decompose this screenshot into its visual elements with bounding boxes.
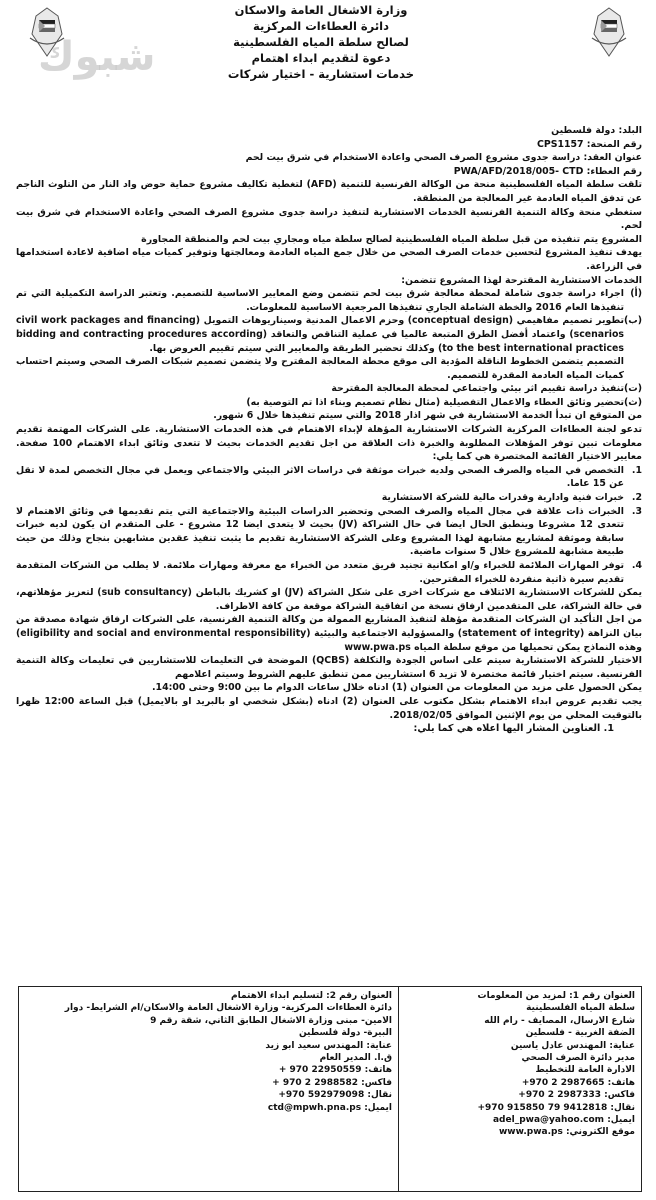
scope-item-number: (ت) — [624, 383, 642, 395]
scope-item — [16, 382, 642, 396]
scope-item — [16, 396, 642, 410]
paragraph: تلقت سلطة المياه الفلسطينية منحة من الوكالة الفرنسية للتنمية (AFD) لتغطية تكاليف مشروع حماية حوض واد النار من التلوث الناجم عن تدفق المياه العادمة غير المعالجة من المنطقة. — [16, 179, 642, 204]
criteria-item — [16, 464, 642, 491]
contract-title: عنوان العقد: دراسة جدوى مشروع الصرف الصحي واعادة الاستخدام في شرق بيت لحم — [245, 152, 642, 164]
paragraph: ستغطي منحة وكالة التنمية الفرنسية الخدمات الاستشارية لتنفيذ دراسة جدوى مشروع الصرف الصحي واعادة الاستخدام في شرق بيت لحم. — [16, 206, 642, 232]
criteria-text: التخصص في المياه والصرف الصحي ولديه خبرات موثقة في دراسات الاثر البيئي والاجتماعي ويعمل في مجال التخصص لمدة لا تقل عن 15 عاما. — [16, 464, 624, 490]
scope-item — [16, 314, 642, 355]
paragraph: يجب تقديم عروض ابداء الاهتمام بشكل مكتوب على العنوان (2) ادناه (بشكل شخصي او بالبريد او بالايميل) قبل الساعة 12:00 ظهرا بالتوقيت المحلي من يوم الإثنين الموافق 2018/02/05. — [16, 695, 642, 721]
address-1 — [398, 987, 641, 1191]
scope-item-text: تنفيذ دراسة تقييم اثر بيئي واجتماعي لمحطة المعالجة المقترحة — [331, 383, 624, 395]
address-line: البيرة- دولة فلسطين — [298, 1028, 392, 1039]
criteria-item — [16, 559, 642, 586]
scope-item — [16, 355, 642, 382]
header-line: وزارة الاشغال العامة والاسكان — [234, 3, 408, 17]
paragraph: تدعو لجنة العطاءات المركزية الشركات الاستشارية المؤهلة لإبداء الاهتمام في هذه الخدمات الاستشارية. على الشركات المهتمة تقديم معلومات تبين توفر المؤهلات المطلوبة والخبرة ذات العلاقة من اجل تقديم الخدمات بحيث لا تتعدى وثائق ابداء الاهتمام 100 صفحة. معايير الاختيار القائمة المختصرة هي كما يلي: — [16, 424, 643, 463]
criteria-text: خبرات فنية وادارية وقدرات مالية للشركة الاستشارية — [381, 492, 624, 504]
country-line: البلد: دولة فلسطين — [551, 125, 642, 136]
criteria-number: 1. — [631, 464, 642, 476]
paragraph: من المتوقع ان تبدأ الخدمة الاستشارية في شهر اذار 2018 والتي سيتم تنفيذها خلال 6 شهور. — [213, 410, 642, 422]
website-line: موقع الكتروني: www.pwa.ps — [498, 1127, 635, 1138]
mobile-line: نقال: 9412818 79 915850 970+ — [477, 1102, 635, 1113]
phone-line: هاتف: 2987665 2 970+ — [521, 1077, 635, 1088]
address-line: الادارة العامة للتخطيط — [535, 1065, 635, 1076]
address-line: دائرة العطاءات المركزية- وزارة الاشغال العامة والاسكان/ام الشرايط- دوار — [64, 1003, 392, 1014]
ministry-header — [206, 2, 436, 82]
email-line: ايميل: ctd@mpwh.pna.ps — [267, 1102, 392, 1113]
paragraph: من اجل التأكيد ان الشركات المتقدمة مؤهلة لتنفيذ المشاريع الممولة من وكالة التنمية الفرنسية، على الشركات ارفاق شهادة مصدقة من بيان النزاهة (statement of integrity) والمسؤولية الاجتماعية والبيئية (eligibility and social and environmental responsibility) وهذه النماذج يمكن تحميلها من موقع سلطة المياه www.pwa.ps — [16, 614, 642, 653]
scope-item-text: التصميم يتضمن الخطوط الناقلة المؤدية الى موقع محطة المعالجة المقترح ولا يتضمن تصميم شبكات الصرف الصحي وسيتم احتساب كميات المياه العادمة المقدرة للتصميم. — [16, 356, 624, 381]
address-line: العنوان رقم 2: لتسليم ابداء الاهتمام — [231, 991, 392, 1001]
scope-item-number: (ث) — [624, 396, 642, 408]
address-line: الضفة الغربية - فلسطين — [525, 1028, 635, 1039]
address-line: ق.ا. المدير العام — [319, 1053, 392, 1064]
address-line: شارع الارسال، المصايف - رام الله — [484, 1015, 635, 1026]
paragraph: يمكن للشركات الاستشارية الائتلاف مع شركات اخرى على شكل الشراكة (JV) او كشريك بالباطن (sub consultancy) لتعزيز مؤهلاتهم، في حالة الشراكة، على المتقدمين ارفاق نسخة من اتفاقية الشراكة موقعة من كافة الاطراف. — [16, 587, 642, 612]
contacts-table — [18, 986, 642, 1192]
scope-item — [16, 287, 642, 314]
contacts-heading: 1. العناوين المشار اليها اعلاه هي كما يلي: — [413, 723, 614, 735]
watermark: شبوك — [38, 34, 156, 80]
criteria-item — [16, 505, 642, 559]
palestine-emblem-right — [584, 4, 634, 60]
paragraph: الاختيار للشركة الاستشارية سيتم على اساس الجودة والتكلفة (QCBS) الموضحة في التعليمات للاستشاريين في تعليمات وكالة التنمية الفرنسية. سيتم اختيار قائمة مختصرة لا تزيد 6 استشاريين ممن تنطبق عليهم الشروط وسيتم اعلامهم — [16, 655, 642, 680]
criteria-number: 2. — [631, 492, 642, 504]
email-line: ايميل: adel_pwa@yahoo.com — [492, 1115, 635, 1126]
scope-item-text: تحضير وثائق العطاء والاعمال التفصيلية (مثال نظام تصميم وبناء اذا تم التوصية به) — [246, 396, 624, 408]
phone-line: هاتف: 22950559 970 + — [278, 1065, 392, 1076]
header-line: دعوة لتقديم ابداء اهتمام — [251, 51, 391, 65]
header-line: دائرة العطاءات المركزية — [252, 19, 390, 33]
announcement-body — [16, 124, 642, 736]
fax-line: فاكس: 2987333 2 970+ — [518, 1090, 635, 1101]
paragraph: يهدف تنفيذ المشروع لتحسين خدمات الصرف الصحي من خلال جمع المياه العادمة ومعالجتها وتوفير كميات مياه اضافية لاعادة استخدامها في الزراعة. — [16, 247, 642, 272]
address-line: سلطة المياه الفلسطينية — [526, 1003, 635, 1014]
address-line: مدير دائرة الصرف الصحي — [521, 1053, 635, 1064]
grant-number: رقم المنحة: CPS1157 — [536, 138, 642, 150]
address-line: عناية: المهندس سعيد ابو زيد — [265, 1040, 392, 1051]
paragraph: يمكن الحصول على مزيد من المعلومات من العنوان (1) ادناه خلال ساعات الدوام ما بين 9:00 وحتى 14:00. — [151, 682, 642, 694]
tender-number: رقم العطاء: PWA/AFD/2018/005- CTD — [453, 165, 642, 177]
criteria-number: 4. — [631, 560, 642, 571]
mobile-line: نقال: 592979098 970+ — [278, 1090, 392, 1101]
header-line: لصالح سلطة المياه الفلسطينية — [233, 35, 409, 49]
header-line: خدمات استشارية - اختيار شركات — [227, 67, 415, 81]
address-2 — [19, 987, 398, 1191]
scope-item-text: تطوير تصميم مفاهيمي (conceptual design) وحزم الاعمال المدنية وسيناريوهات التمويل (civil work packages and financing scenarios) واعتماد أفضل الطرق المتبعة عالميا في عملية التناقص والتعاقد (bidding and contracting procedures according to the best international practices) وكذلك تحضير الطريقة والمعايير التي سيتم تقييم العروض بها. — [16, 315, 625, 354]
scope-item-text: اجراء دراسة جدوى شاملة لمحطة معالجة شرق بيت لحم تتضمن وضع المعايير الاساسية للتصميم. وتعتبر الدراسة التكميلية التي تم تنفيذها العام 2016 والخطة الشاملة الجاري تنفيذها المرجعية الاساسية للمعلومات. — [16, 288, 624, 313]
criteria-text: الخبرات ذات علاقة في مجال المياه والصرف الصحي وتحضير الدراسات البيئية والاجتماعية التي يتم تقديمها في وثائق الاهتمام لا تتعدى 12 مشروعا وينطبق الحال ايضا في حال الشراكة (JV) بحيث لا يتعدى ايضا 12 مشروع - على المتقدم ان يكون لديه خبرات سابقة وموثقة لمشاريع مشابهة لهذا المشروع وعلى الشركة الاستشارية تقديم ما يثبت تنفيذ عقدين مشابهين بنجاح وذلك من حيث طبيعة مشابهة للمشروع خلال 5 سنوات ماضية. — [16, 505, 624, 558]
paragraph: الخدمات الاستشارية المقترحة لهذا المشروع تتضمن: — [401, 274, 642, 286]
scope-item-number: (أ) — [630, 288, 642, 300]
address-line: العنوان رقم 1: لمزيد من المعلومات — [477, 991, 635, 1001]
criteria-number: 3. — [631, 505, 642, 517]
scope-item-number: (ب) — [624, 315, 642, 327]
fax-line: فاكس: 2988582 2 970 + — [272, 1077, 392, 1088]
address-line: عناية: المهندس عادل ياسين — [510, 1040, 635, 1051]
address-line: الامين- مبنى وزارة الاشغال الطابق الثاني، شقة رقم 9 — [150, 1015, 392, 1026]
criteria-item — [16, 491, 642, 505]
paragraph: المشروع يتم تنفيذه من قبل سلطة المياه الفلسطينية لصالح سلطة مياه ومجاري بيت لحم والمنطقة المجاورة — [141, 233, 642, 245]
criteria-text: توفر المهارات الملائمة للخبراء و/او امكانية تجنيد فريق متعدد من الخبراء مع معرفة ومهارات ملائمة. لا يطلب من الشركات المتقدمة تقديم سيرة ذاتية منفردة للخبراء المقترحين. — [16, 560, 624, 585]
